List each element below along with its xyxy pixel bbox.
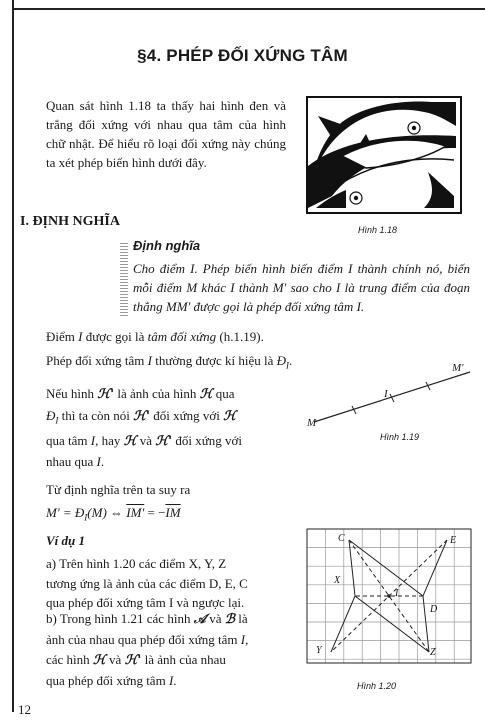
label-m: M	[307, 417, 317, 429]
para-notation: Phép đối xứng tâm I thường được kí hiệu là $Đ_I$.	[46, 353, 293, 371]
definition-bar	[120, 242, 128, 316]
intro-paragraph: Quan sát hình 1.18 ta thấy hai hình đen và trắng đối xứng với nhau qua tâm của hình chữ nhật. Để hiểu rõ loại đối xứng này chúng ta xét phép biến hình dưới đây.	[46, 98, 286, 170]
definition-text: Cho điểm I. Phép biến hình biến điểm I thành chính nó, biến mỗi điểm M khác I thành M' sao cho I là trung điểm của đoạn thẳng MM' được gọi là phép đối xứng tâm I.	[133, 261, 470, 314]
figure-1-18-fish	[306, 96, 462, 214]
section-title: §4. PHÉP ĐỐI XỨNG TÂM	[137, 46, 348, 65]
example-b: b) Trong hình 1.21 các hình 𝒜 và ℬ là ảnh của nhau qua phép đối xứng tâm I, các hình ℋ và ℋ' là ảnh của nhau qua phép đối xứng tâm I.	[46, 611, 249, 688]
para-if-image: Nếu hình ℋ' là ảnh của hình ℋ qua $Đ_I$ thì ta còn nói ℋ' đối xứng với ℋ qua tâm I, hay ℋ và ℋ' đối xứng với nhau qua I.	[46, 386, 243, 470]
page-number: 12	[18, 702, 31, 717]
label-c: C	[338, 533, 345, 544]
label-y: Y	[316, 645, 322, 656]
label-i: I	[384, 388, 388, 400]
label-m-prime: M'	[452, 362, 464, 374]
example-a: a) Trên hình 1.20 các điểm X, Y, Z tương ứng là ảnh của các điểm D, E, C qua phép đối xứng tâm I và ngược lại.	[46, 556, 248, 610]
figure-1-18-caption: Hình 1.18	[358, 225, 398, 235]
page-frame-left	[12, 0, 14, 712]
label-d: D	[430, 604, 438, 615]
page-frame-top	[12, 8, 485, 10]
label-i-center: I	[395, 588, 399, 599]
para-derive: Từ định nghĩa trên ta suy ra	[46, 482, 191, 497]
label-x: X	[334, 575, 341, 586]
figure-1-20-grid	[306, 528, 472, 664]
formula: $M' = Đ_I(M)$ ⇔ $IM' = -\overline{IM}$	[46, 505, 181, 523]
example-title: Ví dụ 1	[46, 533, 86, 548]
definition-title: Định nghĩa	[133, 238, 201, 253]
label-e: E	[450, 535, 457, 546]
heading-definition: I. ĐỊNH NGHĨA	[20, 214, 120, 229]
label-z: Z	[430, 647, 436, 658]
figure-1-20-caption: Hình 1.20	[357, 681, 397, 691]
figure-1-19-caption: Hình 1.19	[380, 432, 420, 442]
para-center-of-symmetry: Điểm I được gọi là tâm đối xứng (h.1.19).	[46, 329, 264, 344]
center-point-i	[387, 594, 391, 598]
